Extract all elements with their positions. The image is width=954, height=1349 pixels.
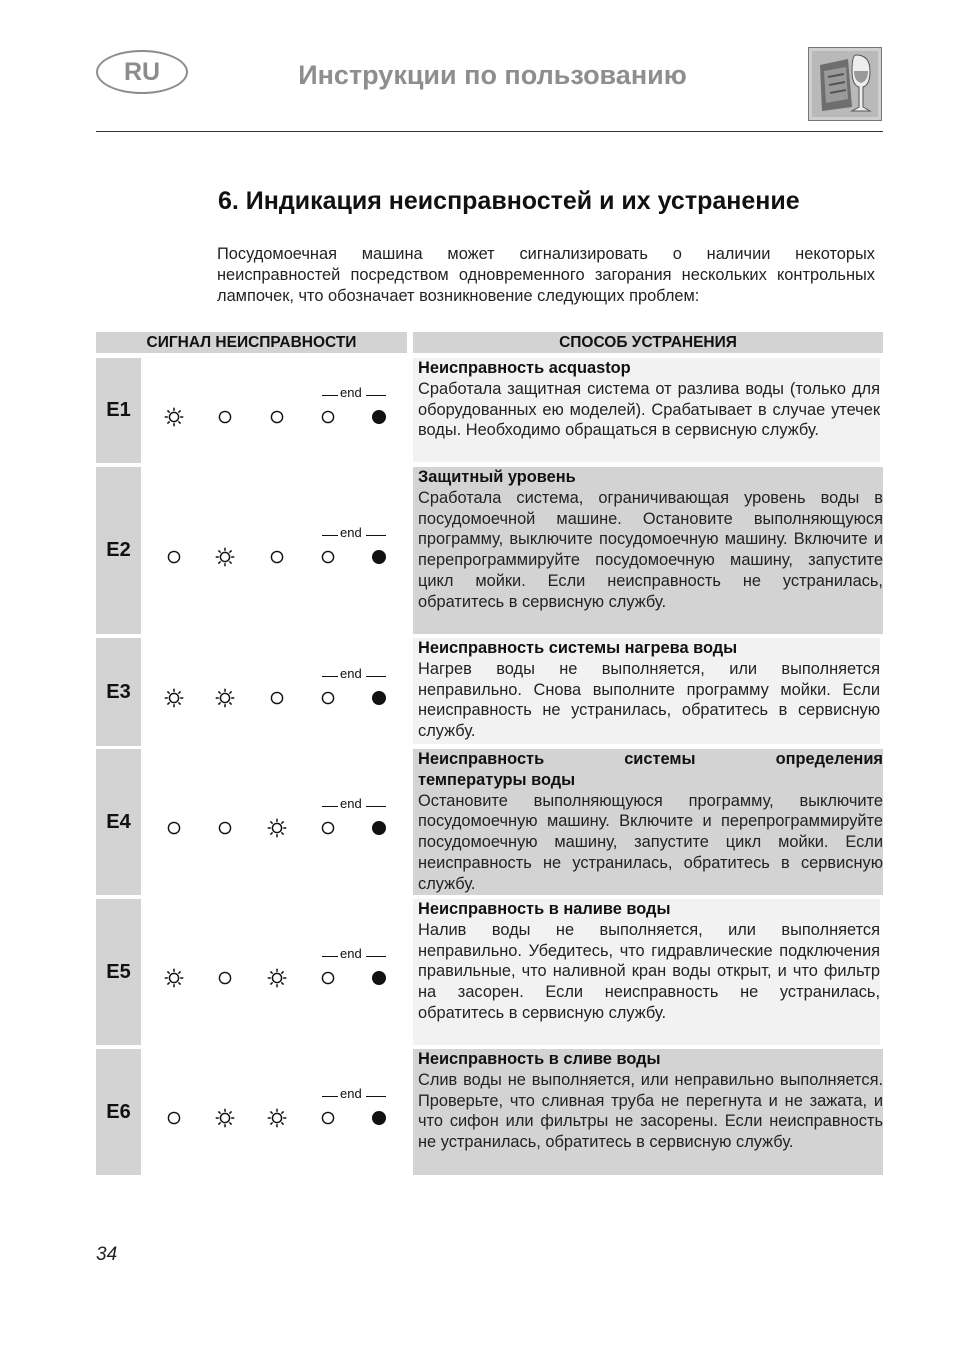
off-lamp-icon [320,970,336,986]
blinking-lamp-icon [215,1108,235,1128]
fault-code: E5 [96,899,141,1045]
remedy-cell [413,358,880,462]
lamp-signal [141,1049,407,1175]
off-lamp-icon [320,549,336,565]
lamp-signal [141,899,407,1045]
page-number: 34 [96,1244,118,1265]
off-lamp-icon [269,690,285,706]
end-marker-line [322,1096,338,1097]
remedy-title-line2: температуры воды [418,770,576,789]
blinking-lamp-icon [164,968,184,988]
lit-lamp-icon [371,549,387,565]
blinking-lamp-icon [164,688,184,708]
off-lamp-icon [166,549,182,565]
off-lamp-icon [166,820,182,836]
section-title: 6. Индикация неисправностей и их устранение [218,187,800,215]
remedy-title [418,749,883,770]
end-marker-line [322,535,338,536]
remedy-text: Сработала защитная система от разлива воды (только для оборудованных ею моделей). Срабатывает в случае утечек воды. Необходимо обращаться в сервисную службу. [418,379,880,440]
manual-title: Инструкции по пользованию [298,60,687,90]
blinking-lamp-icon [215,688,235,708]
section-intro: Посудомоечная машина может сигнализировать о наличии некоторых неисправностей посредством одновременного загорания нескольких контрольных лампочек, что обозначает возникновение следующих проблем: [217,245,875,305]
end-marker-line [322,676,338,677]
column-header-remedy: СПОСОБ УСТРАНЕНИЯ [413,332,883,353]
off-lamp-icon [269,549,285,565]
remedy-title: Неисправность в наливе воды [418,900,671,918]
end-label: end [340,525,362,540]
remedy-title-word: системы [624,750,696,768]
end-marker-line [322,395,338,396]
blinking-lamp-icon [267,968,287,988]
end-label: end [340,796,362,811]
lit-lamp-icon [371,409,387,425]
remedy-text: Нагрев воды не выполняется, или выполняется неправильно. Снова выполните программу мойки. Если неисправность не устранилась, обратитесь в сервисную службу. [418,659,880,741]
end-marker-line [322,956,338,957]
fault-code: E1 [96,358,141,463]
lit-lamp-icon [371,1110,387,1126]
remedy-text: Слив воды не выполняется, или неправильно выполняется. Проверьте, что сливная труба не перегнута и не зажата, и что сифон или фильтры не засорены. Если неисправность не устранилась, обратитесь в сервисную службу. [418,1070,883,1152]
remedy-title: Неисправность системы нагрева воды [418,639,738,657]
end-marker-line [322,806,338,807]
language-badge [96,50,188,94]
remedy-title-word: Неисправность [418,750,545,768]
off-lamp-icon [320,820,336,836]
remedy-cell [413,1049,883,1175]
lit-lamp-icon [371,820,387,836]
remedy-title: Неисправность acquastop [418,359,631,377]
blinking-lamp-icon [215,547,235,567]
end-label: end [340,666,362,681]
off-lamp-icon [217,820,233,836]
lamp-signal [141,358,407,463]
lamp-signal [141,638,407,746]
remedy-cell [413,467,883,634]
off-lamp-icon [320,409,336,425]
off-lamp-icon [320,690,336,706]
end-marker-line [366,395,386,396]
lamp-signal [141,467,407,634]
fault-code: E2 [96,467,141,634]
end-marker-line [366,1096,386,1097]
fault-code: E3 [96,638,141,746]
end-marker-line [366,956,386,957]
end-label: end [340,385,362,400]
lit-lamp-icon [371,970,387,986]
column-header-signal: СИГНАЛ НЕИСПРАВНОСТИ [96,332,407,353]
blinking-lamp-icon [267,1108,287,1128]
remedy-cell [413,899,880,1045]
language-code: RU [123,57,161,86]
blinking-lamp-icon [164,407,184,427]
lamp-signal [141,749,407,895]
off-lamp-icon [217,970,233,986]
header-divider [96,131,883,132]
remedy-title-word: определения [775,750,883,768]
remedy-cell [413,749,883,895]
end-label: end [340,1086,362,1101]
off-lamp-icon [269,409,285,425]
remedy-text: Налив воды не выполняется, или выполняется неправильно. Убедитесь, что гидравлические подключения правильные, что наливной кран воды открыт, и что фильтр на засорен. Если неисправность не устранилась, обратитесь в сервисную службу. [418,920,880,1022]
blinking-lamp-icon [267,818,287,838]
off-lamp-icon [166,1110,182,1126]
remedy-text: Сработала система, ограничивающая уровень воды в посудомоечной машине. Остановите выполняющуюся программу, выключите посудомоечную машину. Включите и перепрограммируйте посудомоечную машину, запустите цикл мойки. Если неисправность не устранилась, обратитесь в сервисную службу. [418,488,883,611]
fault-code: E6 [96,1049,141,1175]
remedy-text: Остановите выполняющуюся программу, выключите посудомоечную машину. Включите и перепрограммируйте посудомоечную машину, запустите цикл мойки. Если неисправность не устранилась, обратитесь в сервисную службу. [418,791,883,893]
remedy-title: Защитный уровень [418,468,576,486]
lit-lamp-icon [371,690,387,706]
off-lamp-icon [320,1110,336,1126]
remedy-title: Неисправность в сливе воды [418,1050,661,1068]
dishwasher-glass-icon [808,47,882,121]
remedy-cell [413,638,880,744]
end-label: end [340,946,362,961]
off-lamp-icon [217,409,233,425]
end-marker-line [366,535,386,536]
end-marker-line [366,806,386,807]
end-marker-line [366,676,386,677]
fault-code: E4 [96,749,141,895]
